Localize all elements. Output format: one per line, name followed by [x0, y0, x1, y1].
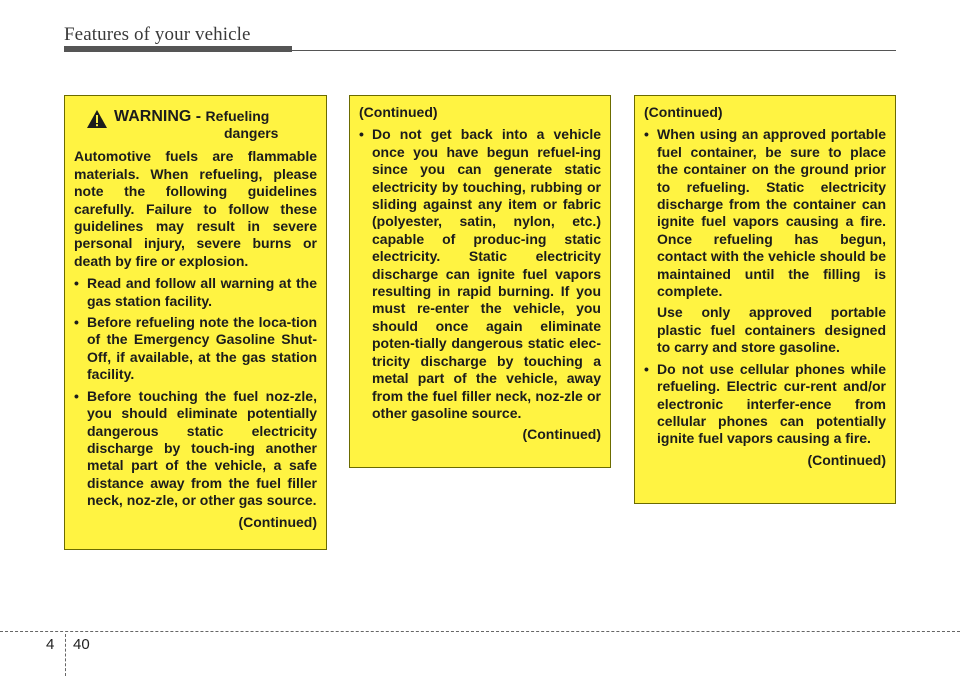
- header-rule: [64, 50, 896, 51]
- warning-bullet-list: [74, 275, 317, 509]
- warning-bullet-list-2: [644, 361, 886, 448]
- warning-bullet-list: [644, 126, 886, 300]
- section-number: 4: [46, 636, 55, 653]
- continued-heading: (Continued): [359, 104, 438, 120]
- warning-triangle-icon: [86, 109, 108, 129]
- warning-title: [86, 108, 317, 141]
- warning-box-refueling: [64, 95, 327, 550]
- list-item: • Before refueling note the loca-tion of the Emergency Gasoline Shut-Off, if available, at the gas station facility.: [74, 314, 317, 384]
- list-item: • Do not use cellular phones while refueling. Electric cur-rent and/or electronic interfer-ence from cellular phones can potentially ignite fuel vapors causing a fire.: [644, 361, 886, 448]
- bullet-continuation: Use only approved portable plastic fuel containers designed to carry and store gasoline.: [657, 304, 886, 356]
- footer-divider: [65, 634, 66, 676]
- page-number: 40: [73, 636, 90, 653]
- list-item: • Read and follow all warning at the gas station facility.: [74, 275, 317, 310]
- continued-label: (Continued): [522, 426, 601, 443]
- warning-intro: Automotive fuels are flammable materials. When refueling, please note the following guidelines carefully. Failure to follow these guidelines may result in severe personal injury, severe burns or death by fire or explosion.: [74, 148, 317, 269]
- warning-subject-line2: dangers: [224, 125, 279, 142]
- warning-bullet-list: [359, 126, 601, 422]
- page-header-title: Features of your vehicle: [64, 24, 251, 45]
- warning-label: WARNING -: [114, 108, 206, 125]
- header-accent-bar: [64, 46, 292, 52]
- continued-heading: (Continued): [644, 104, 723, 120]
- warning-subject: Refueling: [205, 108, 270, 124]
- footer-rule: [0, 631, 960, 632]
- list-item: • Do not get back into a vehicle once you have begun refuel-ing since you can generate static electricity by touching, rubbing or sliding against any item or fabric (polyester, satin, nylon, etc.) capable of produc-ing static electricity. Static electricity discharge can ignite fuel vapors resulting in rapid burning. If you must re-enter the vehicle, you should once again eliminate poten-tially dangerous static elec-tricity discharge by touching a metal part of the vehicle, away from the fuel filler neck, noz-zle or other gasoline source.: [359, 126, 601, 422]
- list-item: • Before touching the fuel noz-zle, you should eliminate potentially dangerous static electricity discharge by touch-ing another metal part of the vehicle, a safe distance away from the fuel filler neck, noz-zle, or other gas source.: [74, 388, 317, 510]
- list-item: • When using an approved portable fuel container, be sure to place the container on the ground prior to refueling. Static electricity discharge from the container can ignite fuel vapors causing a fire. Once refueling has begun, contact with the vehicle should be maintained until the filling is complete.: [644, 126, 886, 300]
- continued-label: (Continued): [238, 513, 317, 530]
- continued-label: (Continued): [807, 451, 886, 468]
- warning-box-continued-3: [634, 95, 896, 504]
- warning-box-continued-2: [349, 95, 611, 468]
